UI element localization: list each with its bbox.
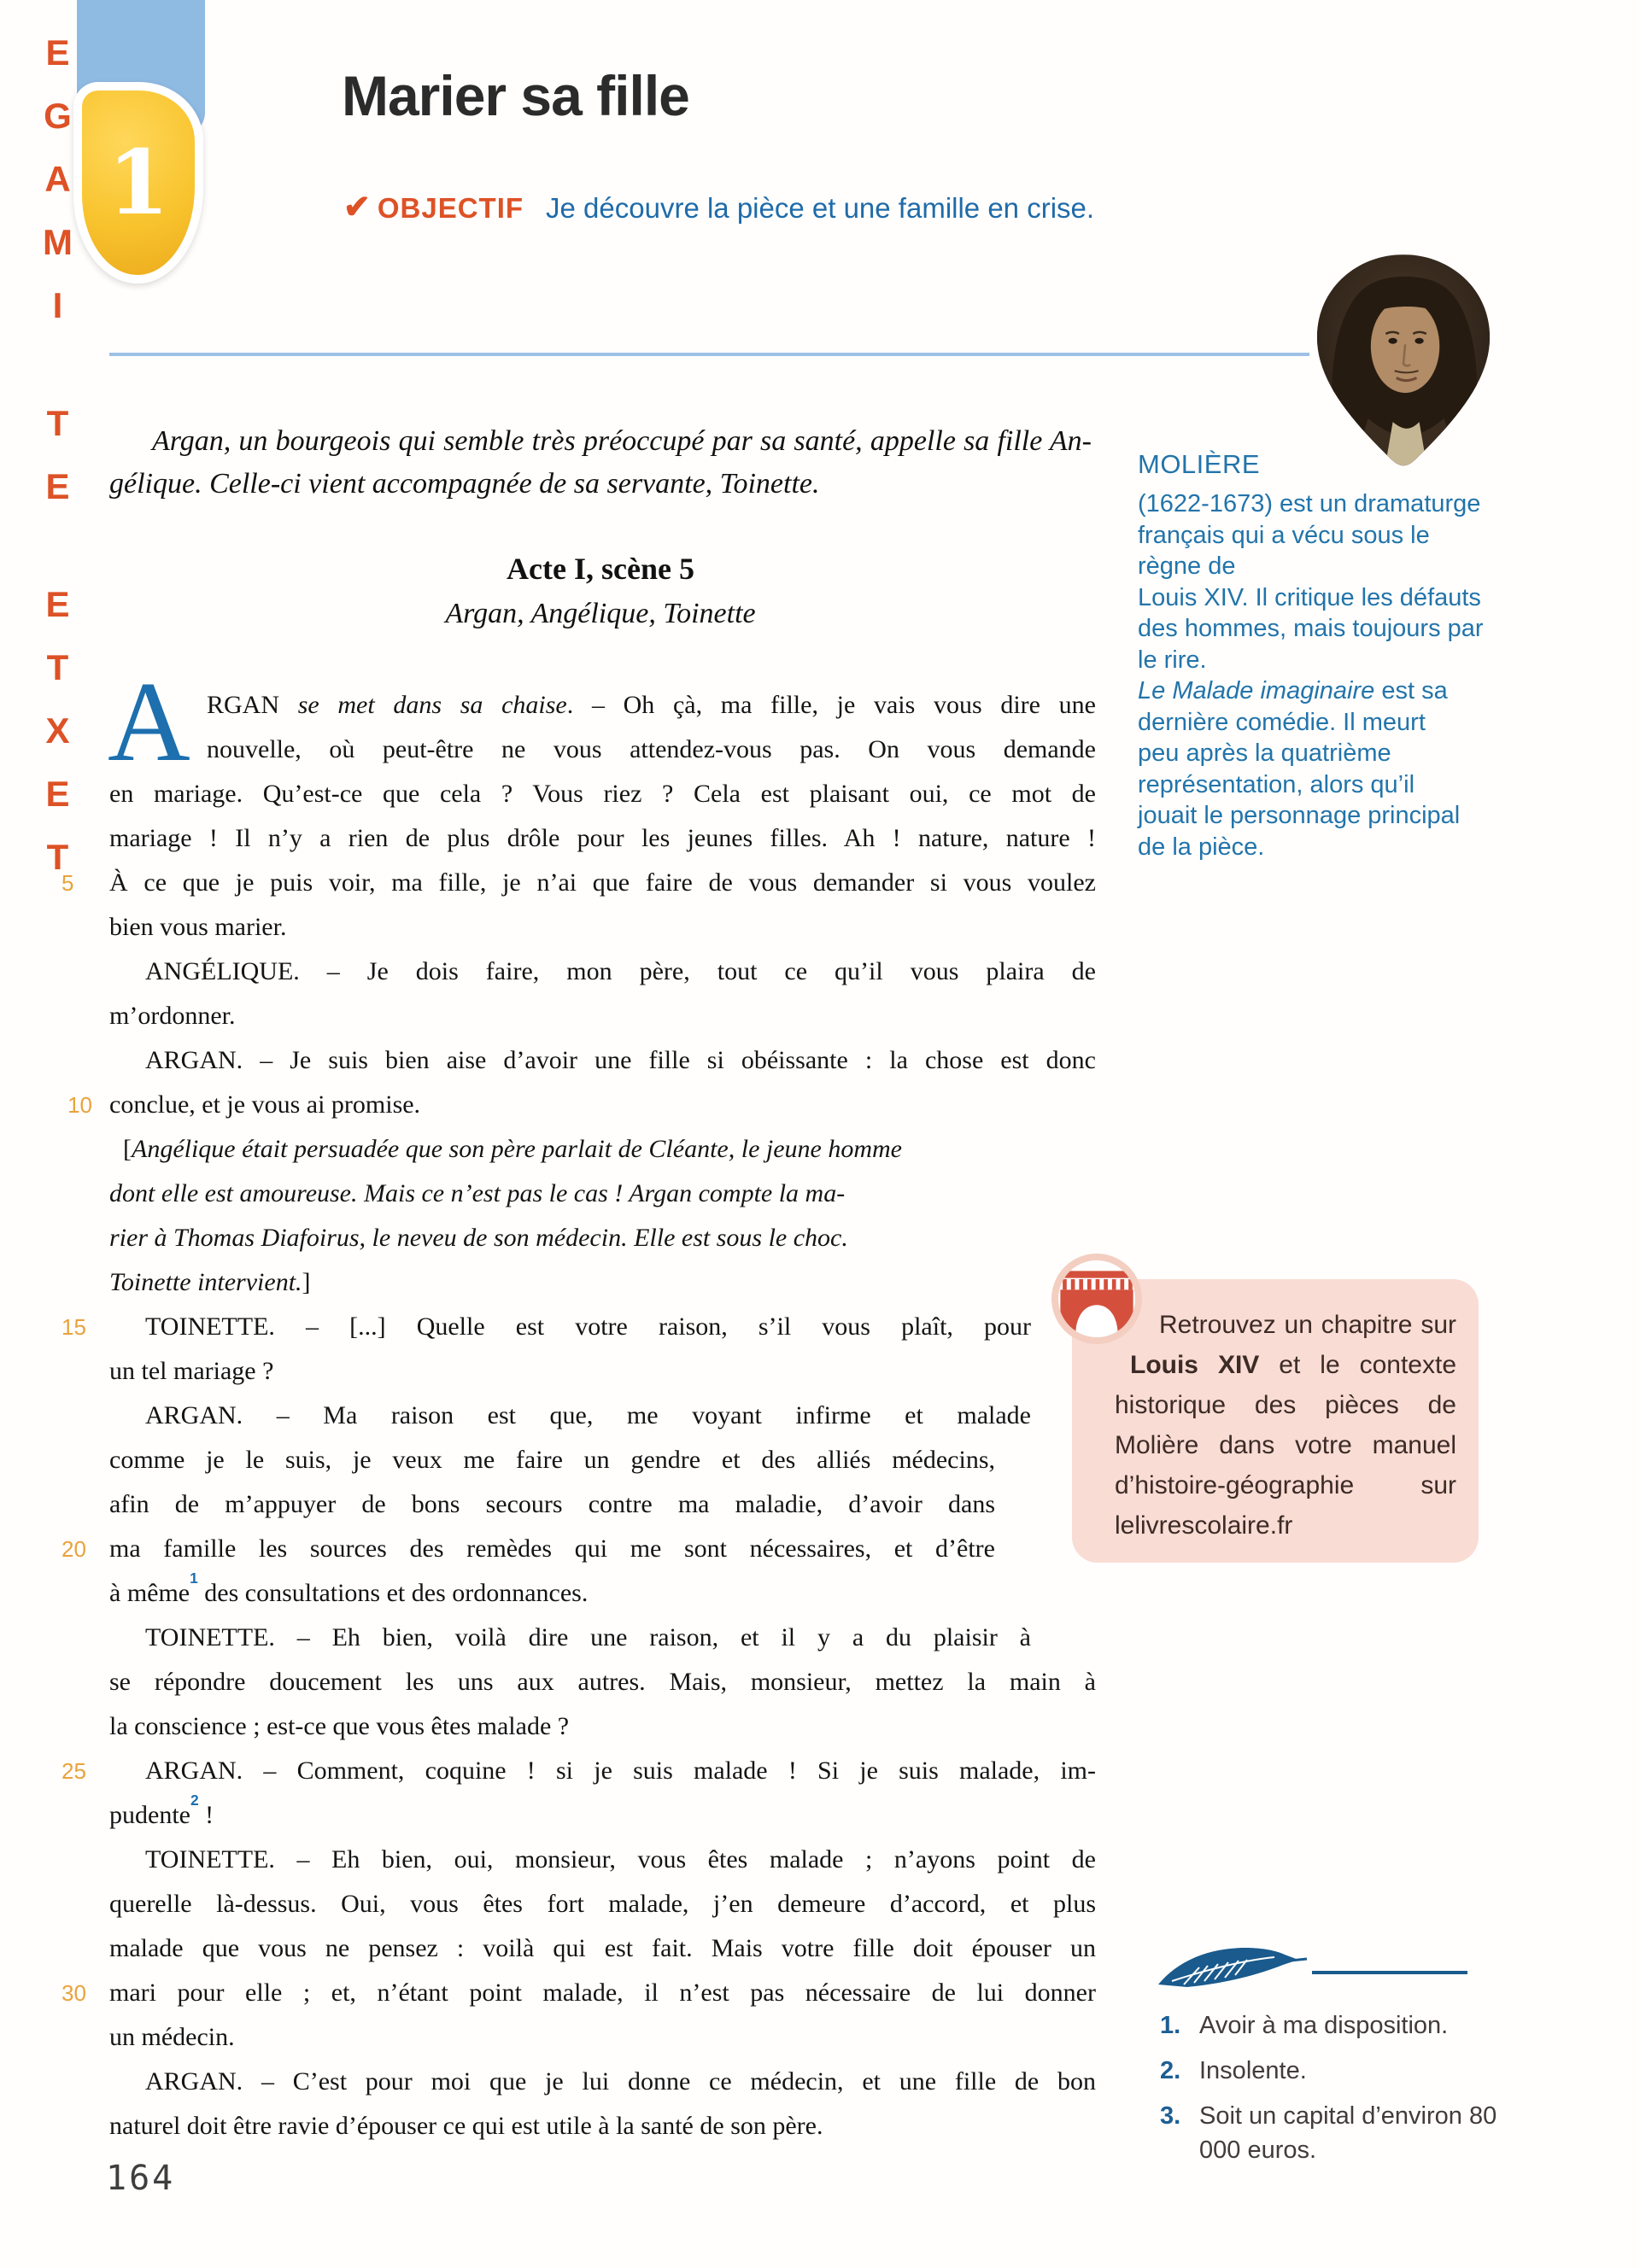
play-line: mariage ! Il n’y a rien de plus drôle pour les jeunes filles. Ah ! nature, nature ! [109,824,1096,852]
line-number: 10 [67,1092,92,1118]
footnote-text: Avoir à ma disposition. [1199,2012,1449,2039]
bridge-icon [1051,1254,1142,1344]
footnote-text: Insolente. [1199,2057,1307,2084]
author-bio-line: Louis XIV. Il critique les défauts [1138,583,1481,611]
drop-cap: A [108,658,190,785]
play-line: la conscience ; est-ce que vous êtes malade ? [109,1712,570,1740]
intro-line: Argan, un bourgeois qui semble très préoccupé par sa santé, appelle sa fille An- [152,425,1092,457]
play-line: dont elle est amoureuse. Mais ce n’est pas le cas ! Argan compte la ma- [109,1179,846,1207]
play-line: ARGAN. – C’est pour moi que je lui donne ce médecin, et une fille de bon [145,2067,1096,2096]
play-line: pudente$^2$ ! [109,1792,214,1829]
play-line: 20 ma famille les sources des remèdes qui me sont nécessaires, et d’être [109,1527,995,1571]
play-line: 15 TOINETTE. – [...] Quelle est votre raison, s’il vous plaît, pour [109,1305,1031,1349]
reference-box-line: historique des pièces de [1115,1391,1456,1419]
play-line: malade que vous ne pensez : voilà qui est fait. Mais votre fille doit épouser un [109,1934,1096,1962]
play-line: 30 mari pour elle ; et, n’étant point malade, il n’est pas nécessaire de lui donner [109,1971,1096,2015]
page-number: 164 [106,2159,176,2198]
author-bio [1138,488,1569,862]
play-line: naturel doit être ravie d’épouser ce qui est utile à la santé de son père. [109,2112,823,2140]
play-line: querelle là-dessus. Oui, vous êtes fort malade, j’en demeure d’accord, et plus [109,1890,1096,1918]
play-line: rier à Thomas Diafoirus, le neveu de son médecin. Elle est sous le choc. [109,1224,848,1252]
chapter-number: 1 [107,130,170,235]
author-bio-line: règne de [1138,552,1236,580]
line-number: 15 [62,1314,86,1340]
play-line: [Angélique était persuadée que son père parlait de Cléante, le jeune homme [123,1135,902,1163]
footnote-rule [1312,1971,1467,1974]
footnotes [1160,2008,1512,2178]
play-line: Toinette intervient.] [109,1268,311,1296]
author-bio-line: jouait le personnage principal [1138,802,1461,829]
play-line: ANGÉLIQUE. – Je dois faire, mon père, tout ce qu’il vous plaira de [145,957,1096,985]
quill-icon [1155,1944,1309,1997]
author-bio-line: (1622-1673) est un dramaturge [1138,490,1481,517]
play-line: ARGAN. – Ma raison est que, me voyant infirme et malade [145,1401,1031,1429]
footnote-item [1160,2008,1512,2043]
play-line: en mariage. Qu’est-ce que cela ? Vous riez ? Cela est plaisant oui, ce mot de [109,780,1096,808]
author-name: MOLIÈRE [1138,449,1261,479]
author-bio-line: le rire. [1138,646,1207,674]
objective-text: Je découvre la pièce et une famille en crise. [546,192,1095,224]
footnote-number: 1. [1160,2012,1181,2039]
play-line: 10 conclue, et je vous ai promise. [109,1083,1096,1127]
play-line: à même$^1$ des consultations et des ordonnances. [109,1569,589,1607]
play-line: ARGAN. – Je suis bien aise d’avoir une fille si obéissante : la chose est donc [145,1046,1096,1074]
vertical-strip-label: E G A M I T E E T X E T [43,32,73,877]
intro-line: gélique. Celle-ci vient accompagnée de sa servante, Toinette. [109,468,820,500]
scene-cast: Argan, Angélique, Toinette [445,598,756,629]
reference-box-line: d’histoire-géographie sur [1115,1471,1456,1499]
author-bio-line: de la pièce. [1138,833,1265,861]
play-line: 5 À ce que je puis voir, ma fille, je n’ai que faire de vous demander si vous voulez [109,861,1096,905]
play-line: comme je le suis, je veux me faire un gendre et des alliés médecins, [109,1446,995,1474]
play-line: bien vous marier. [109,913,287,941]
reference-box-line: lelivrescolaire.fr [1115,1511,1293,1540]
author-bio-line: Le Malade imaginaire est sa [1138,677,1448,704]
play-line: TOINETTE. – Eh bien, oui, monsieur, vous êtes malade ; n’ayons point de [145,1845,1096,1873]
line-number: 25 [62,1758,86,1784]
play-text [62,683,1096,2148]
play-line: se répondre doucement les uns aux autres. Mais, monsieur, mettez la main à [109,1668,1096,1696]
scene-heading: Acte I, scène 5 [507,552,694,586]
reference-box-line: Retrouvez un chapitre sur [1159,1311,1456,1339]
line-number: 5 [62,870,74,896]
divider-line [109,353,1309,356]
intro-paragraph [109,420,1092,506]
footnote-text: Soit un capital d’environ 80 000 euros. [1199,2102,1497,2164]
footnote-number: 3. [1160,2102,1181,2130]
play-line: nouvelle, où peut-être ne vous attendez-vous pas. On vous demande [207,735,1096,763]
chapter-badge [73,82,203,284]
author-bio-line: peu après la quatrième [1138,739,1391,767]
objective-row [343,188,1094,226]
play-line: un médecin. [109,2023,235,2051]
author-bio-line: représentation, alors qu’il [1138,770,1415,798]
play-line: 25 ARGAN. – Comment, coquine ! si je suis malade ! Si je suis malade, im- [109,1749,1096,1793]
page-title: Marier sa fille [342,64,689,127]
footnote-item [1160,2099,1512,2167]
author-bio-line: dernière comédie. Il meurt [1138,708,1426,736]
reference-box-line: Louis XIV et le contexte [1130,1351,1456,1379]
line-number: 30 [62,1980,86,2006]
author-bio-line: des hommes, mais toujours par [1138,615,1484,642]
reference-box-line: Molière dans votre manuel [1115,1431,1456,1459]
footnote-item [1160,2054,1512,2088]
play-line: un tel mariage ? [109,1357,274,1385]
line-number: 20 [62,1536,86,1562]
author-bio-line: français qui a vécu sous le [1138,521,1430,549]
play-line: RGAN se met dans sa chaise. – Oh çà, ma fille, je vais vous dire une [207,691,1096,719]
play-line: m’ordonner. [109,1002,236,1030]
reference-box-text [1115,1305,1456,1546]
objective-label: OBJECTIF [377,192,524,224]
footnote-number: 2. [1160,2057,1181,2084]
play-line: TOINETTE. – Eh bien, voilà dire une raison, et il y a du plaisir à [145,1623,1031,1651]
play-line: afin de m’appuyer de bons secours contre ma maladie, d’avoir dans [109,1490,995,1518]
check-icon: ✔ [343,190,371,225]
moliere-portrait [1314,253,1493,473]
